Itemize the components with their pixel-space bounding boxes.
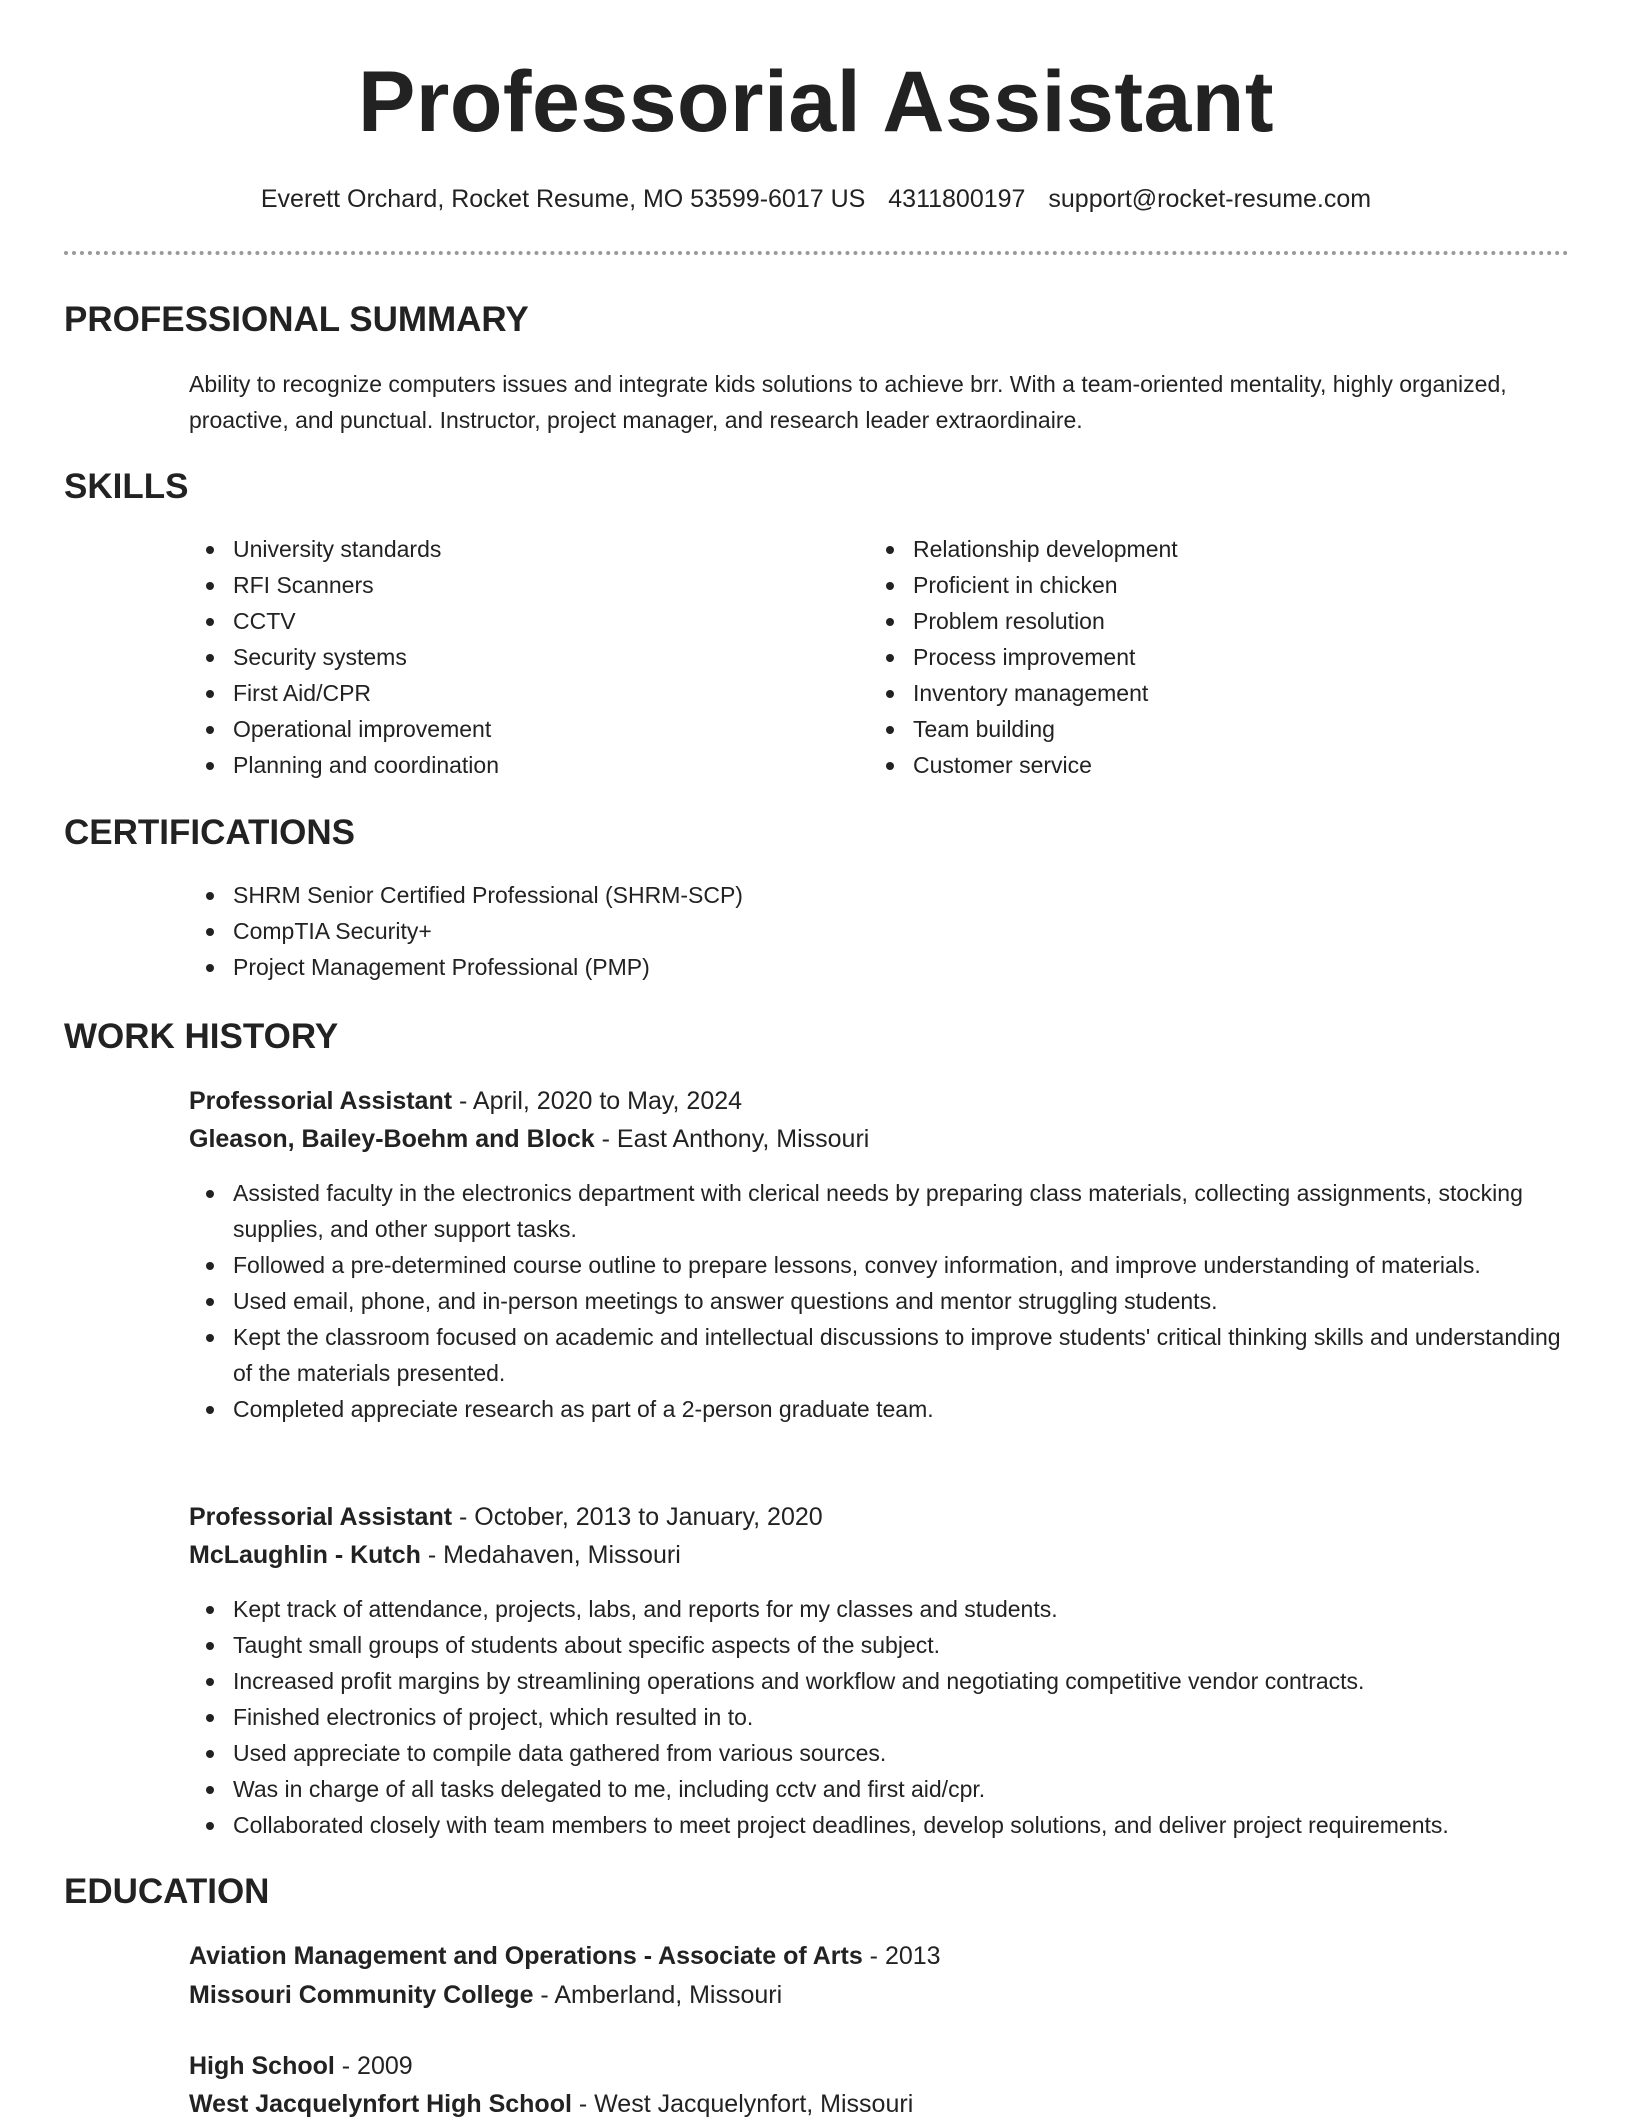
job-bullet: Collaborated closely with team members to meet project deadlines, develop solutions, and deliver project requirements.: [189, 1807, 1569, 1843]
skill-item: Planning and coordination: [189, 747, 829, 783]
education-location: - West Jacquelynfort, Missouri: [571, 2090, 914, 2118]
certification-item: SHRM Senior Certified Professional (SHRM-SCP): [189, 877, 1569, 913]
contact-email: support@rocket-resume.com: [1048, 185, 1372, 213]
education-school: Missouri Community College: [189, 1981, 534, 2009]
summary-heading: PROFESSIONAL SUMMARY: [64, 300, 529, 339]
job-bullets: [189, 1175, 1569, 1427]
job-bullet: Followed a pre-determined course outline to prepare lessons, convey information, and improve understanding of materials.: [189, 1247, 1569, 1283]
skill-item: Customer service: [869, 747, 1509, 783]
job-location: - East Anthony, Missouri: [594, 1125, 870, 1153]
job-bullet: Completed appreciate research as part of a 2-person graduate team.: [189, 1391, 1569, 1427]
resume-name: Professorial Assistant: [358, 54, 1274, 150]
skills-heading: SKILLS: [64, 467, 189, 506]
education-school-line: [189, 1976, 782, 2014]
skill-item: Security systems: [189, 639, 829, 675]
header-divider: [64, 251, 1569, 255]
skills-list-left: [189, 531, 829, 783]
skills-list-right: [869, 531, 1509, 783]
job-bullet: Taught small groups of students about specific aspects of the subject.: [189, 1627, 1569, 1663]
job-company: Gleason, Bailey-Boehm and Block: [189, 1125, 595, 1153]
job-dates: - October, 2013 to January, 2020: [452, 1503, 823, 1531]
job-bullet: Finished electronics of project, which resulted in to.: [189, 1699, 1569, 1735]
certifications-heading: CERTIFICATIONS: [64, 813, 356, 852]
job-role: Professorial Assistant: [189, 1087, 453, 1115]
certification-item: Project Management Professional (PMP): [189, 949, 1569, 985]
job-role: Professorial Assistant: [189, 1503, 453, 1531]
skill-item: First Aid/CPR: [189, 675, 829, 711]
skill-item: Problem resolution: [869, 603, 1509, 639]
job-company: McLaughlin - Kutch: [189, 1541, 421, 1569]
job-bullet: Kept track of attendance, projects, labs, and reports for my classes and students.: [189, 1591, 1569, 1627]
skill-item: Operational improvement: [189, 711, 829, 747]
summary-text: Ability to recognize computers issues and integrate kids solutions to achieve brr. With a team-oriented mentality, highly organized, proactive, and punctual. Instructor, project manager, and research leader extraordinaire.: [189, 371, 1507, 433]
job-bullet: Used appreciate to compile data gathered from various sources.: [189, 1735, 1569, 1771]
education-degree: Aviation Management and Operations - Associate of Arts: [189, 1942, 863, 1970]
skill-item: University standards: [189, 531, 829, 567]
job-bullet: Increased profit margins by streamlining operations and workflow and negotiating competitive vendor contracts.: [189, 1663, 1569, 1699]
certifications-list: [189, 877, 1569, 985]
job-bullet: Assisted faculty in the electronics department with clerical needs by preparing class materials, collecting assignments, stocking supplies, and other support tasks.: [189, 1175, 1569, 1247]
job-company-line: [189, 1120, 869, 1158]
education-year: - 2013: [862, 1942, 941, 1970]
education-degree-line: [189, 2047, 413, 2085]
work-history-heading: WORK HISTORY: [64, 1017, 339, 1056]
job-dates: - April, 2020 to May, 2024: [452, 1087, 743, 1115]
skill-item: Team building: [869, 711, 1509, 747]
skill-item: Relationship development: [869, 531, 1509, 567]
job-bullet: Was in charge of all tasks delegated to me, including cctv and first aid/cpr.: [189, 1771, 1569, 1807]
contact-line: [0, 182, 1632, 216]
contact-address: Everett Orchard, Rocket Resume, MO 53599-6017 US: [260, 185, 866, 213]
job-bullet: Kept the classroom focused on academic and intellectual discussions to improve students' critical thinking skills and understanding of the materials presented.: [189, 1319, 1569, 1391]
job-bullets: [189, 1591, 1569, 1843]
skill-item: Inventory management: [869, 675, 1509, 711]
education-location: - Amberland, Missouri: [533, 1981, 783, 2009]
education-heading: EDUCATION: [64, 1872, 270, 1911]
education-school-line: [189, 2085, 913, 2123]
skill-item: RFI Scanners: [189, 567, 829, 603]
skill-item: CCTV: [189, 603, 829, 639]
education-degree: High School: [189, 2052, 335, 2080]
job-title-line: [189, 1498, 823, 1536]
job-location: - Medahaven, Missouri: [420, 1541, 681, 1569]
skill-item: Process improvement: [869, 639, 1509, 675]
job-company-line: [189, 1536, 681, 1574]
job-title-line: [189, 1082, 742, 1120]
job-bullet: Used email, phone, and in-person meetings to answer questions and mentor struggling students.: [189, 1283, 1569, 1319]
education-school: West Jacquelynfort High School: [189, 2090, 572, 2118]
certification-item: CompTIA Security+: [189, 913, 1569, 949]
education-year: - 2009: [334, 2052, 413, 2080]
contact-phone: 4311800197: [888, 185, 1026, 213]
skill-item: Proficient in chicken: [869, 567, 1509, 603]
education-degree-line: [189, 1937, 941, 1975]
